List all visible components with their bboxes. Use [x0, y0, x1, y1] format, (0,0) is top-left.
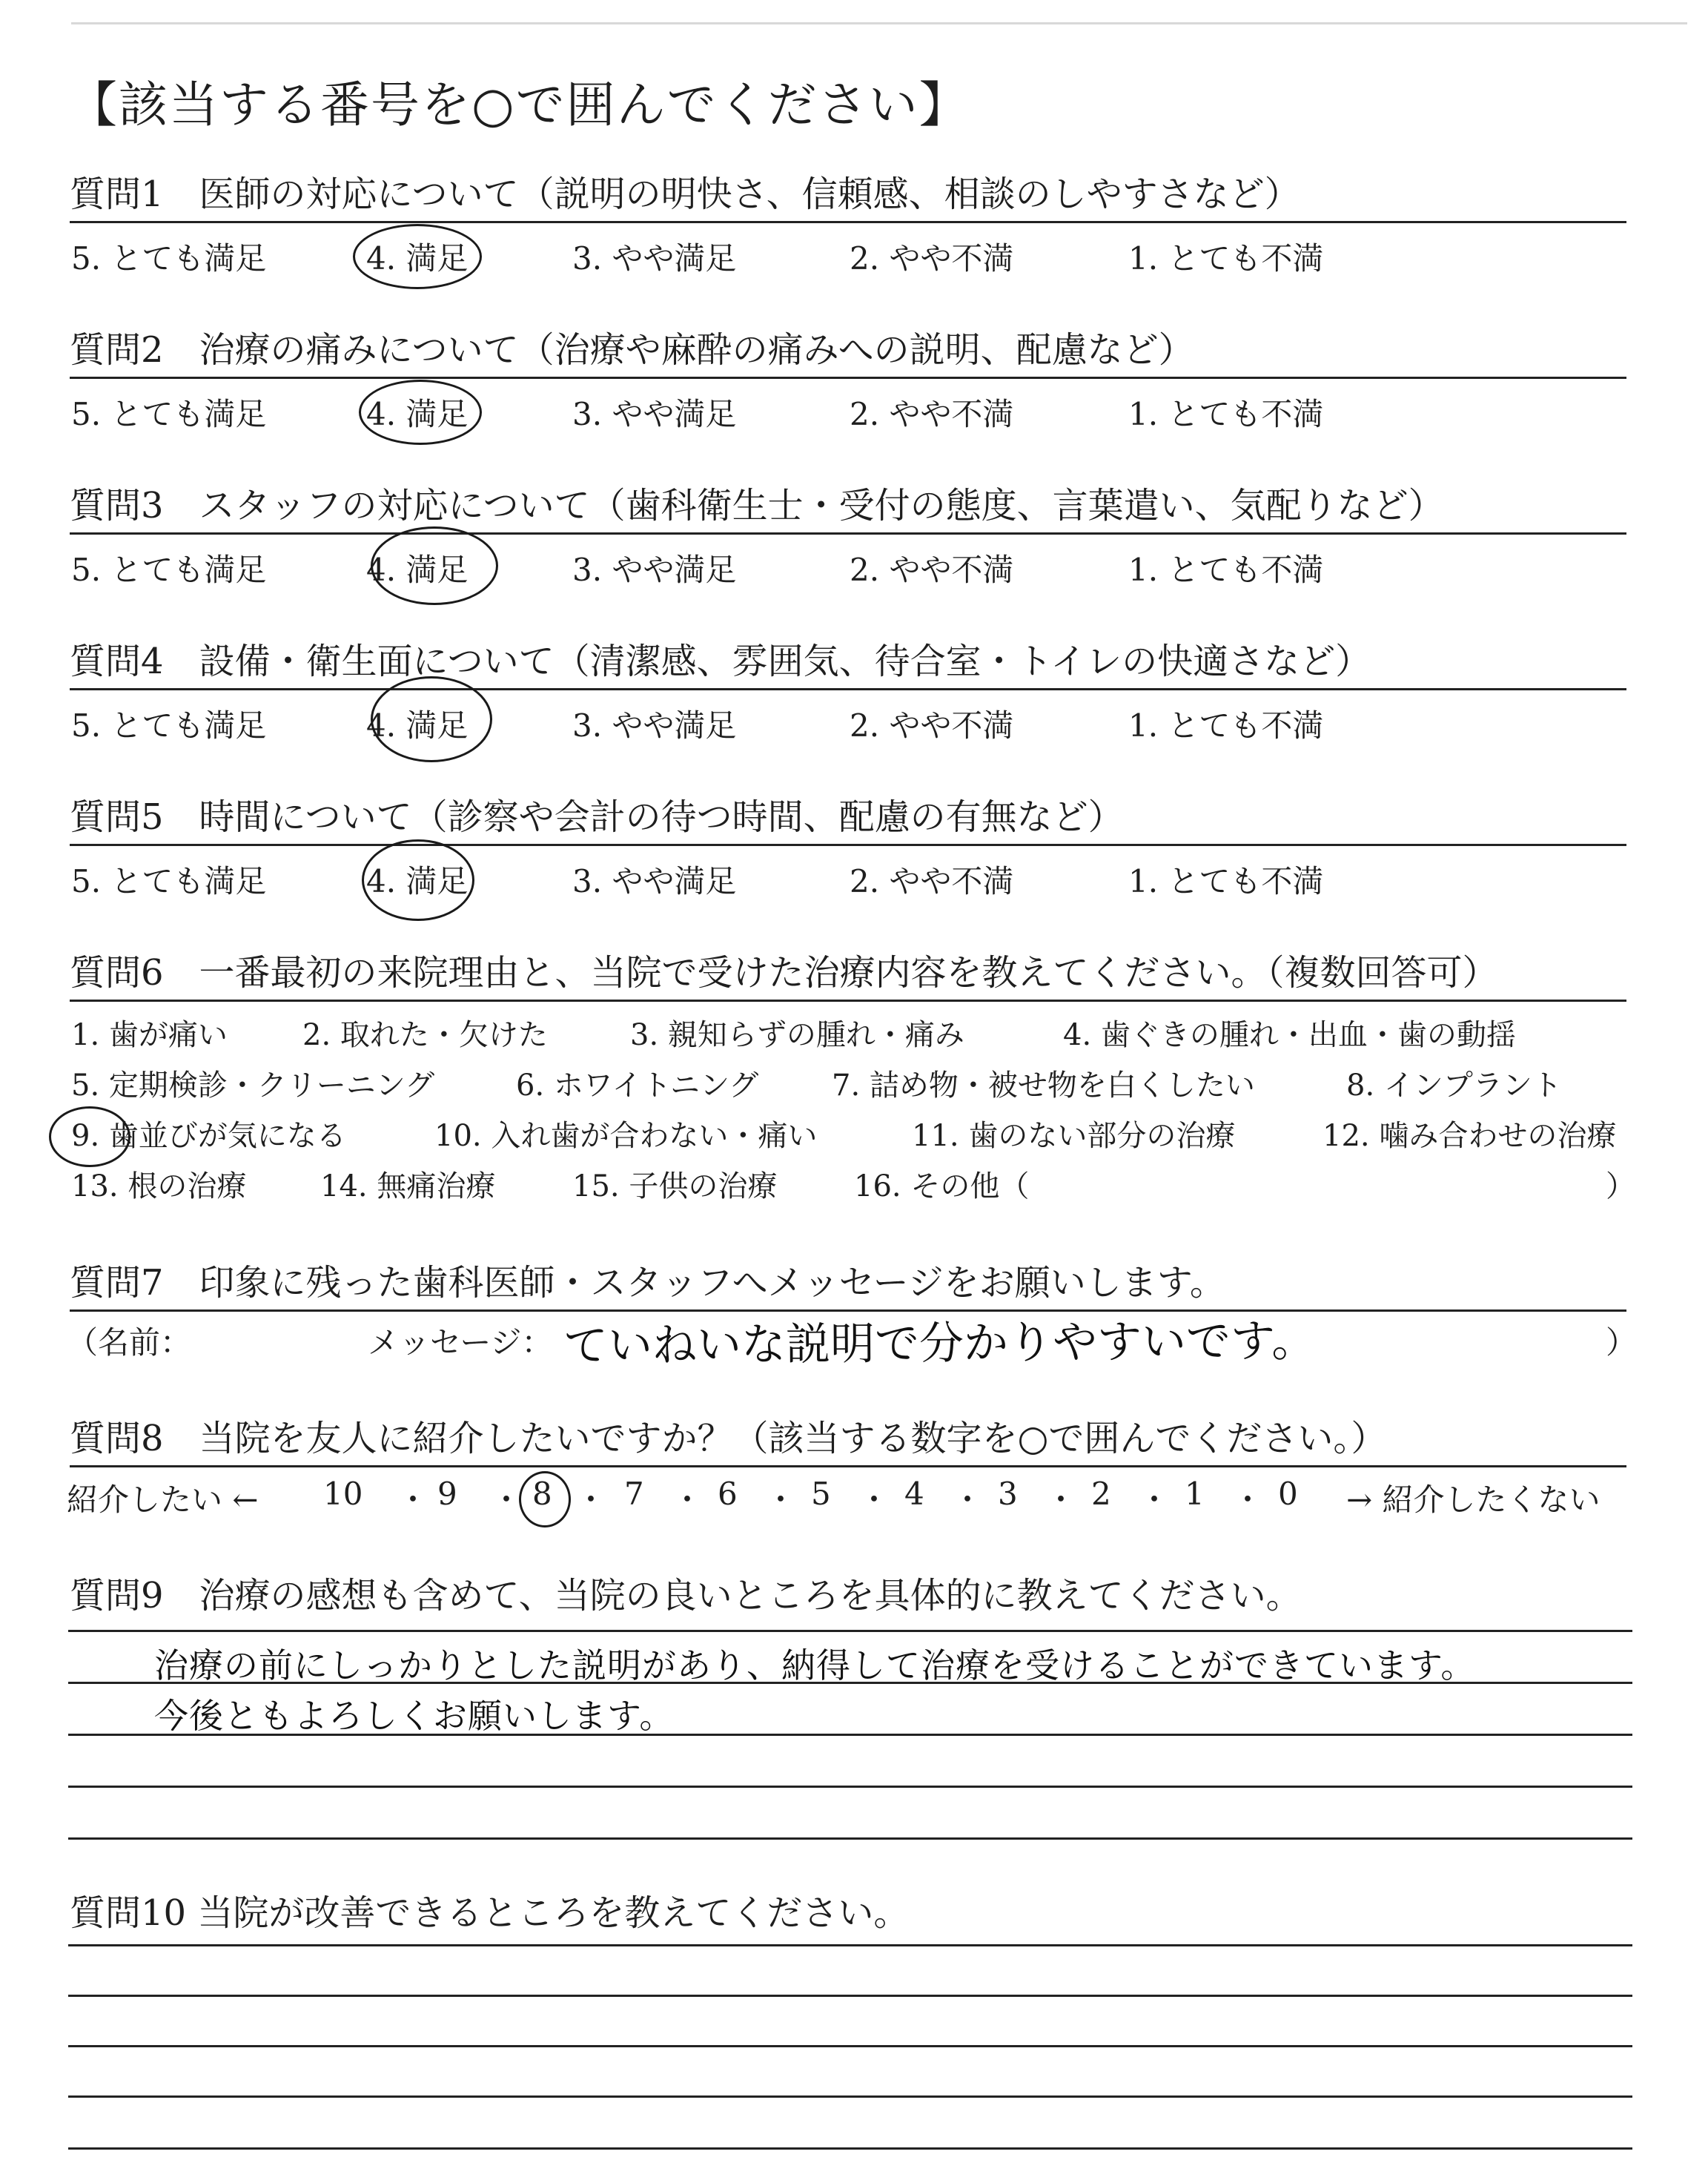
- q4-heading-row: [70, 636, 1626, 690]
- q6-option-12[interactable]: 12. 噛み合わせの治療: [1323, 1119, 1617, 1153]
- q2-option-1[interactable]: 1. とても不満: [1128, 396, 1324, 432]
- q8-separator: ・: [575, 1482, 607, 1518]
- q3-option-3[interactable]: 3. やや満足: [572, 552, 737, 588]
- q2-heading: 質問2 治療の痛みについて（治療や麻酔の痛みへの説明、配慮など）: [70, 329, 1194, 371]
- q3-options: [71, 546, 1628, 587]
- q8-separator: ・: [952, 1482, 984, 1518]
- q6-option-14[interactable]: 14. 無痛治療: [320, 1169, 496, 1203]
- q7-close-paren: ）: [1606, 1324, 1638, 1361]
- q8-score-7[interactable]: 7: [624, 1476, 644, 1512]
- q2-options: [71, 390, 1628, 432]
- q4-option-5[interactable]: 5. とても満足: [71, 707, 267, 744]
- q6-option-13[interactable]: 13. 根の治療: [71, 1169, 247, 1203]
- q4-options: [71, 701, 1628, 743]
- q8-score-0[interactable]: 0: [1278, 1476, 1298, 1512]
- q1-heading-row: [70, 169, 1626, 223]
- q8-scale-row: [67, 1476, 1628, 1518]
- q8-score-8[interactable]: 8: [532, 1476, 552, 1512]
- q2-option-5[interactable]: 5. とても満足: [71, 396, 267, 432]
- q6-option-8[interactable]: 8. インプラント: [1346, 1069, 1562, 1103]
- q2-option-4[interactable]: 4. 満足: [366, 396, 469, 432]
- q10-writing-line: [68, 2147, 1632, 2150]
- q8-score-6[interactable]: 6: [718, 1476, 738, 1512]
- q4-option-2[interactable]: 2. やや不満: [850, 707, 1014, 744]
- q5-selection-circle: [362, 839, 474, 921]
- q1-option-3[interactable]: 3. やや満足: [572, 240, 737, 277]
- q6-row-1: [71, 1011, 1628, 1053]
- q2-option-2[interactable]: 2. やや不満: [850, 396, 1014, 432]
- q8-separator: ・: [672, 1482, 704, 1518]
- q8-selection-circle: [519, 1471, 571, 1527]
- q9-handwritten-line-2: 今後ともよろしくお願いします。: [154, 1696, 675, 1736]
- q8-left-label: 紹介したい ←: [67, 1482, 259, 1518]
- q4-option-3[interactable]: 3. やや満足: [572, 707, 737, 744]
- q6-selection-circle: [49, 1106, 130, 1167]
- q1-heading: 質問1 医師の対応について（説明の明快さ、信頼感、相談のしやすさなど）: [70, 174, 1300, 215]
- q6-option-7[interactable]: 7. 詰め物・被せ物を白くしたい: [832, 1069, 1255, 1103]
- scan-top-edge: [71, 22, 1687, 24]
- q2-heading-row: [70, 325, 1626, 379]
- q10-heading-row: [70, 1888, 1626, 1940]
- q5-option-5[interactable]: 5. とても満足: [71, 863, 267, 899]
- q2-option-3[interactable]: 3. やや満足: [572, 396, 737, 432]
- q6-option-11[interactable]: 11. 歯のない部分の治療: [912, 1119, 1236, 1153]
- q9-writing-line: [68, 1837, 1632, 1840]
- q5-option-2[interactable]: 2. やや不満: [850, 863, 1014, 899]
- q8-heading: 質問8 当院を友人に紹介したいですか？（該当する数字を○で囲んでください。）: [70, 1418, 1387, 1459]
- q8-score-1[interactable]: 1: [1185, 1476, 1205, 1512]
- q8-separator: ・: [858, 1482, 890, 1518]
- q5-option-4[interactable]: 4. 満足: [366, 863, 469, 899]
- q7-name-label: （名前：: [67, 1324, 192, 1361]
- q6-row-2: [71, 1062, 1628, 1103]
- q8-separator: ・: [1232, 1482, 1264, 1518]
- q5-option-3[interactable]: 3. やや満足: [572, 863, 737, 899]
- q8-score-5[interactable]: 5: [811, 1476, 831, 1512]
- q6-other-close-paren: ）: [1606, 1169, 1635, 1203]
- q5-options: [71, 857, 1628, 899]
- q8-score-3[interactable]: 3: [998, 1476, 1018, 1512]
- q8-separator: ・: [1045, 1482, 1077, 1518]
- q1-options: [71, 234, 1628, 276]
- q10-heading: 質問10 当院が改善できるところを教えてください。: [70, 1892, 910, 1934]
- q4-selection-circle: [371, 676, 492, 762]
- q10-writing-line: [68, 2095, 1632, 2098]
- q2-selection-circle: [359, 380, 482, 445]
- q9-heading: 質問9 治療の感想も含めて、当院の良いところを具体的に教えてください。: [70, 1575, 1302, 1616]
- q3-option-4[interactable]: 4. 満足: [366, 552, 469, 588]
- q8-separator: ・: [765, 1482, 797, 1518]
- q3-selection-circle: [371, 526, 498, 605]
- q1-option-1[interactable]: 1. とても不満: [1128, 240, 1324, 277]
- q6-option-10[interactable]: 10. 入れ歯が合わない・痛い: [434, 1119, 818, 1153]
- q6-heading-row: [70, 948, 1626, 1002]
- q7-heading-row: [70, 1258, 1626, 1312]
- q9-writing-line: [68, 1630, 1632, 1632]
- q8-separator: ・: [1139, 1482, 1171, 1518]
- q8-separator: ・: [491, 1482, 523, 1518]
- q4-heading: 質問4 設備・衛生面について（清潔感、雰囲気、待合室・トイレの快適さなど）: [70, 641, 1371, 682]
- q1-selection-circle: [353, 224, 482, 289]
- q1-option-4[interactable]: 4. 満足: [366, 240, 469, 277]
- q6-row-3: [71, 1112, 1628, 1154]
- q3-option-2[interactable]: 2. やや不満: [850, 552, 1014, 588]
- q8-separator: ・: [397, 1482, 429, 1518]
- q1-option-5[interactable]: 5. とても満足: [71, 240, 267, 277]
- q6-heading: 質問6 一番最初の来院理由と、当院で受けた治療内容を教えてください。（複数回答可）: [70, 952, 1498, 994]
- q7-heading: 質問7 印象に残った歯科医師・スタッフへメッセージをお願いします。: [70, 1262, 1225, 1304]
- q3-heading: 質問3 スタッフの対応について（歯科衛生士・受付の態度、言葉遣い、気配りなど）: [70, 485, 1444, 526]
- q10-writing-line: [68, 1995, 1632, 1997]
- q7-message-label: メッセージ：: [368, 1324, 553, 1361]
- q9-heading-row: [70, 1571, 1626, 1622]
- q8-heading-row: [70, 1413, 1626, 1467]
- q3-option-1[interactable]: 1. とても不満: [1128, 552, 1324, 588]
- q6-option-3[interactable]: 3. 親知らずの腫れ・痛み: [630, 1018, 964, 1052]
- q6-option-6[interactable]: 6. ホワイトニング: [516, 1069, 759, 1103]
- q6-option-4[interactable]: 4. 歯ぐきの腫れ・出血・歯の動揺: [1063, 1018, 1516, 1052]
- q6-row-4: [71, 1163, 1635, 1204]
- q9-writing-line: [68, 1786, 1632, 1788]
- q3-option-5[interactable]: 5. とても満足: [71, 552, 267, 588]
- q6-option-2[interactable]: 2. 取れた・欠けた: [302, 1018, 548, 1052]
- q6-option-16[interactable]: 16. その他（: [854, 1169, 1030, 1203]
- q10-writing-line: [68, 2045, 1632, 2047]
- q10-writing-line: [68, 1944, 1632, 1946]
- form-title: 【該当する番号を○で囲んでください】: [68, 76, 970, 133]
- q8-right-label: → 紹介したくない: [1346, 1482, 1601, 1518]
- q8-score-9[interactable]: 9: [437, 1476, 457, 1512]
- q8-score-10[interactable]: 10: [323, 1476, 363, 1512]
- q8-score-4[interactable]: 4: [904, 1476, 924, 1512]
- q4-option-1[interactable]: 1. とても不満: [1128, 707, 1324, 744]
- q3-heading-row: [70, 480, 1626, 535]
- q7-handwritten-message: ていねいな説明で分かりやすいです。: [563, 1315, 1317, 1373]
- q4-option-4[interactable]: 4. 満足: [366, 707, 469, 744]
- q9-handwritten-line-1: 治療の前にしっかりとした説明があり、納得して治療を受けることができています。: [154, 1645, 1476, 1685]
- q5-heading-row: [70, 792, 1626, 846]
- q8-score-2[interactable]: 2: [1091, 1476, 1111, 1512]
- q5-option-1[interactable]: 1. とても不満: [1128, 863, 1324, 899]
- q5-heading: 質問5 時間について（診察や会計の待つ時間、配慮の有無など）: [70, 796, 1124, 838]
- q6-option-15[interactable]: 15. 子供の治療: [572, 1169, 778, 1203]
- q6-option-9[interactable]: 9. 歯並びが気になる: [71, 1119, 346, 1153]
- q1-option-2[interactable]: 2. やや不満: [850, 240, 1014, 277]
- q6-option-1[interactable]: 1. 歯が痛い: [71, 1018, 228, 1052]
- q6-option-5[interactable]: 5. 定期検診・クリーニング: [71, 1069, 435, 1103]
